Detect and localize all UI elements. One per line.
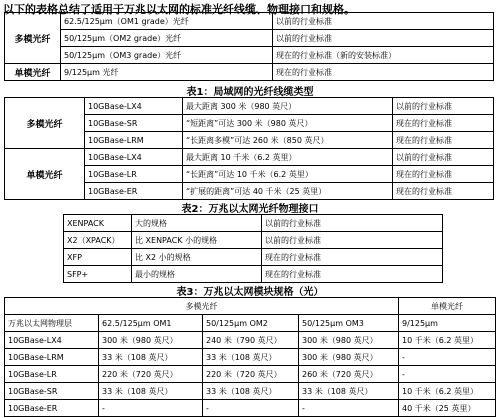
distance-cell: 260 米（720 英尺） xyxy=(299,366,399,383)
table-row xyxy=(5,98,494,115)
group-label: 多模光纤 xyxy=(5,98,85,149)
distance-cell: - xyxy=(399,366,496,383)
distance-cell: 33 米（108 英尺） xyxy=(99,349,203,366)
distance-cell: 10 千米（6.2 英里） xyxy=(399,332,496,349)
status-cell: 以前的行业标准 xyxy=(273,13,494,30)
status-cell: 现在的行业标准（新的安装标准） xyxy=(273,47,494,64)
status-cell: 以前的行业标准 xyxy=(262,215,443,232)
status-cell: 以前的行业标准 xyxy=(262,232,443,249)
group-label: 多模光纤 xyxy=(5,13,61,64)
module-cell: SFP+ xyxy=(64,266,132,283)
interface-cell: 10GBase-LX4 xyxy=(85,98,183,115)
distance-cell: 240 米（790 英尺） xyxy=(203,332,299,349)
table-row xyxy=(64,215,443,232)
table-row xyxy=(5,30,494,47)
phy-cell: 10GBase-LRM xyxy=(5,349,99,366)
table-row xyxy=(5,64,494,81)
module-cell: XENPACK xyxy=(64,215,132,232)
module-cell: XFP xyxy=(64,249,132,266)
desc-cell: 大的规格 xyxy=(132,215,262,232)
interface-table xyxy=(4,97,494,200)
distance-cell: 300 米（980 英尺） xyxy=(99,332,203,349)
distance-cell: 300 米（980 英尺） xyxy=(299,349,399,366)
group-label: 单模光纤 xyxy=(5,149,85,200)
column-header: 9/125μm xyxy=(399,315,496,332)
status-cell: 现在的行业标准 xyxy=(262,266,443,283)
distance-cell: 300 米（980 英尺） xyxy=(299,332,399,349)
desc-cell: “短距离”可达 300 米（980 英尺） xyxy=(183,115,393,132)
distance-cell: 10 千米（6.2 英里） xyxy=(399,383,496,400)
desc-cell: 最大距离 300 米（980 英尺） xyxy=(183,98,393,115)
status-cell: 现在的行业标准 xyxy=(262,249,443,266)
interface-cell: 10GBase-SR xyxy=(85,115,183,132)
table3-caption: 表3：万兆以太网模块规格（光） xyxy=(176,287,324,298)
distance-cell: 33 米（108 英尺） xyxy=(203,349,299,366)
desc-cell: “扩展的距离”可达 40 千米（25 英里） xyxy=(183,183,393,200)
column-header: 62.5/125μm OM1 xyxy=(99,315,203,332)
column-header: 50/125μm OM3 xyxy=(299,315,399,332)
distance-cell: 220 米（720 英尺） xyxy=(99,366,203,383)
module-cell: X2（XPACK） xyxy=(64,232,132,249)
status-cell: 以前的行业标准 xyxy=(273,30,494,47)
fiber-cell: 9/125μm 光纤 xyxy=(61,64,273,81)
fiber-cell: 50/125μm（OM2 grade）光纤 xyxy=(61,30,273,47)
table-header-row xyxy=(5,315,496,332)
status-cell: 现在的行业标准 xyxy=(393,166,494,183)
desc-cell: “长距离”可达 10 千米（6.2 英里） xyxy=(183,166,393,183)
phy-cell: 10GBase-LR xyxy=(5,366,99,383)
desc-cell: 比 XENPACK 小的规格 xyxy=(132,232,262,249)
table1-caption: 表1：局域网的光纤线缆类型 xyxy=(186,87,314,98)
status-cell: 现在的行业标准 xyxy=(273,64,494,81)
table-row xyxy=(5,47,494,64)
fiber-cell: 50/125μm（OM3 grade）光纤 xyxy=(61,47,273,64)
distance-cell: 40 千米（25 英里） xyxy=(399,400,496,417)
table-row xyxy=(5,149,494,166)
table-row xyxy=(64,266,443,283)
interface-cell: 10GBase-LX4 xyxy=(85,149,183,166)
distance-cell: 33 米（108 英尺） xyxy=(299,383,399,400)
table2-caption: 表2：万兆以太网光纤物理接口 xyxy=(181,204,319,215)
desc-cell: 最小的规格 xyxy=(132,266,262,283)
table-row xyxy=(5,349,496,366)
interface-cell: 10GBase-LR xyxy=(85,166,183,183)
distance-cell: 33 米（108 英尺） xyxy=(99,383,203,400)
table-row xyxy=(5,383,496,400)
table-row xyxy=(5,332,496,349)
multimode-header: 多模光纤 xyxy=(5,298,399,315)
status-cell: 以前的行业标准 xyxy=(393,149,494,166)
distance-table xyxy=(4,297,496,417)
table-row xyxy=(5,13,494,30)
distance-cell: - xyxy=(299,400,399,417)
interface-cell: 10GBase-ER xyxy=(85,183,183,200)
table-row xyxy=(64,232,443,249)
group-label: 单模光纤 xyxy=(5,64,61,81)
status-cell: 现在的行业标准 xyxy=(393,132,494,149)
table-row xyxy=(64,249,443,266)
distance-cell: 33 米（108 英尺） xyxy=(203,383,299,400)
column-header: 万兆以太网物理层 xyxy=(5,315,99,332)
status-cell: 现在的行业标准 xyxy=(393,115,494,132)
distance-cell: - xyxy=(399,349,496,366)
module-table xyxy=(63,214,443,283)
status-cell: 以前的行业标准 xyxy=(393,98,494,115)
phy-cell: 10GBase-LX4 xyxy=(5,332,99,349)
phy-cell: 10GBase-SR xyxy=(5,383,99,400)
interface-cell: 10GBase-LRM xyxy=(85,132,183,149)
table-row xyxy=(5,400,496,417)
desc-cell: 比 X2 小的规格 xyxy=(132,249,262,266)
desc-cell: “长距离多模”可达 260 米（850 英尺） xyxy=(183,132,393,149)
column-header: 50/125μm OM2 xyxy=(203,315,299,332)
fiber-type-table xyxy=(4,12,494,81)
desc-cell: 最大距离 10 千米（6.2 英里） xyxy=(183,149,393,166)
table-row xyxy=(5,366,496,383)
distance-cell: - xyxy=(99,400,203,417)
status-cell: 现在的行业标准 xyxy=(393,183,494,200)
table-row xyxy=(5,298,496,315)
distance-cell: 220 米（720 英尺） xyxy=(203,366,299,383)
intro-text: 以下的表格总结了适用于万兆以太网的标准光纤线缆、物理接口和规格。 xyxy=(3,3,355,16)
distance-cell: - xyxy=(203,400,299,417)
fiber-cell: 62.5/125μm（OM1 grade）光纤 xyxy=(61,13,273,30)
phy-cell: 10GBase-ER xyxy=(5,400,99,417)
singlemode-header: 单模光纤 xyxy=(399,298,496,315)
